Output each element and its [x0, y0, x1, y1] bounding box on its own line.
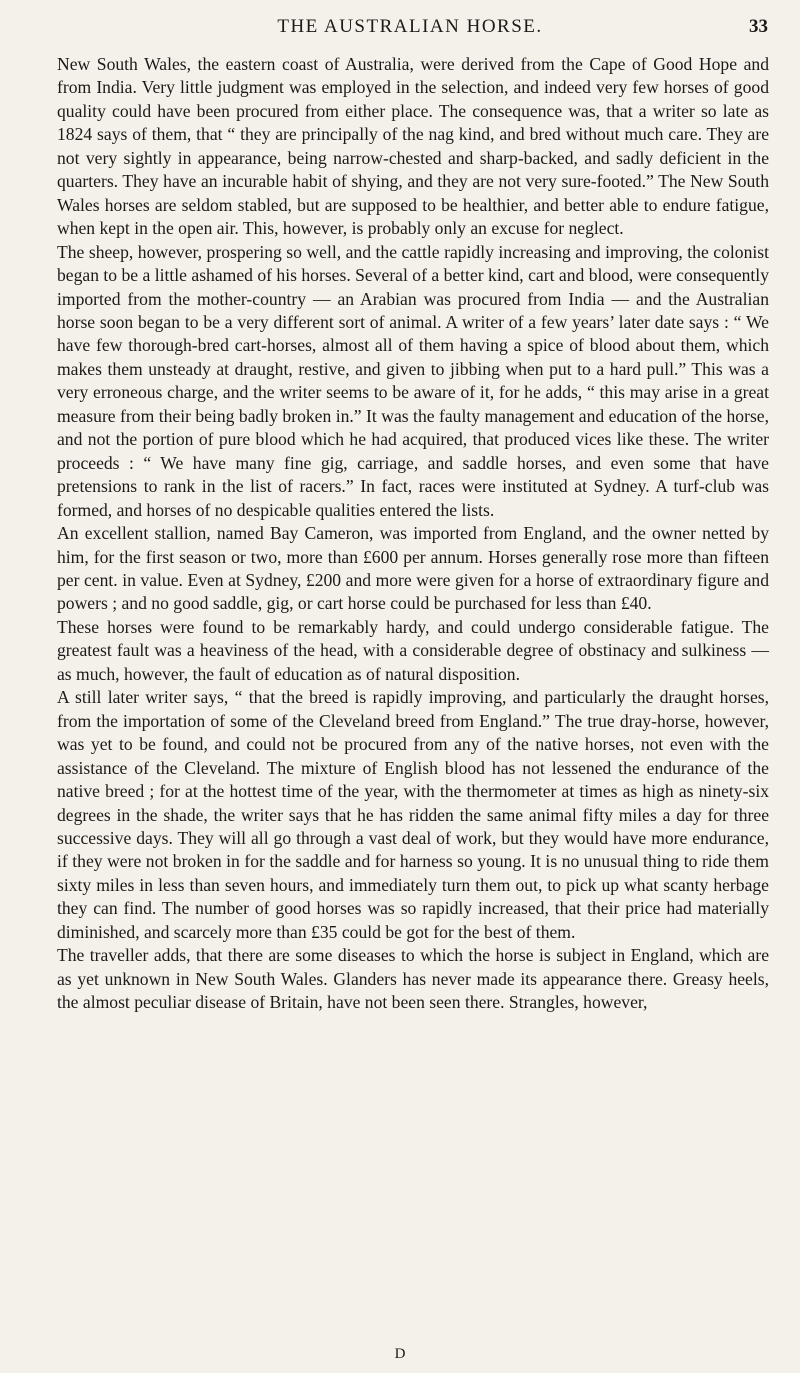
- page-number: 33: [749, 16, 768, 37]
- paragraph: The traveller adds, that there are some diseases to which the horse is subject in England, which are as yet unknown in New South Wales. Glanders has never made its appearance there. Greasy heels, the almost peculiar disease of Britain, have not been seen there. Strangles, however,: [57, 945, 769, 1013]
- signature-mark: D: [394, 1346, 406, 1362]
- paragraph: The sheep, however, prospering so well, and the cattle rapidly increasing and improving, the colonist began to be a little ashamed of his horses. Several of a better kind, cart and blood, were consequently imported from the mother-country — an Arabian was procured from India — and the Australian horse soon began to be a very different sort of animal. A writer of a few years’ later date says : “ We have few thorough-bred cart-horses, almost all of them having a spice of blood about them, which makes them unsteady at draught, restive, and given to jibbing when put to a hard pull.” This was a very erroneous charge, and the writer seems to be aware of it, for he adds, “ this may arise in a great measure from their being badly broken in.” It was the faulty management and education of the horse, and not the portion of pure blood which he had acquired, that produced vices like these. The writer proceeds : “ We have many fine gig, carriage, and saddle horses, and even some that have pretensions to rank in the list of racers.” In fact, races were instituted at Sydney. A turf-club was formed, and horses of no despicable qualities entered the lists.: [57, 241, 769, 520]
- paragraph: New South Wales, the eastern coast of Australia, were derived from the Cape of Good Hope and from India. Very little judgment was employed in the selection, and indeed very few horses of good quality could have been procured from either place. The consequence was, that a writer so late as 1824 says of them, that “ they are principally of the nag kind, and bred without much care. They are not very sightly in appearance, being narrow-chested and sharp-backed, and sadly deficient in the quarters. They have an incurable habit of shying, and they are not very sure-footed.” The New South Wales horses are seldom stabled, but are supposed to be healthier, and better able to endure fatigue, when kept in the open air. This, however, is probably only an excuse for neglect.: [57, 54, 769, 239]
- paragraph: These horses were found to be remarkably hardy, and could undergo considerable fatigue. The greatest fault was a heaviness of the head, with a considerable degree of obstinacy and sulkiness — as much, however, the fault of education as of natural disposition.: [57, 616, 769, 684]
- paragraph: A still later writer says, “ that the breed is rapidly improving, and particularly the draught horses, from the importation of some of the Cleveland breed from England.” The true dray-horse, however, was yet to be found, and could not be procured from any of the native horses, not even with the assistance of the Cleveland. The mixture of English blood has not lessened the endurance of the native breed ; for at the hottest time of the year, with the thermometer at times as high as ninety-six degrees in the shade, the writer says that he has ridden the same animal fifty miles a day for three successive days. They will all go through a vast deal of work, but they would have more endurance, if they were not broken in for the saddle and for harness so young. It is no unusual thing to ride them sixty miles in less than seven hours, and immediately turn them out, to pick up what scanty herbage they can find. The number of good horses was so rapidly increased, that their price had materially diminished, and scarcely more than £35 could be got for the best of them.: [57, 687, 769, 942]
- running-title: THE AUSTRALIAN HORSE.: [277, 16, 543, 37]
- paragraph: An excellent stallion, named Bay Cameron, was imported from England, and the owner netted by him, for the first season or two, more than £600 per annum. Horses generally rose more than fifteen per cent. in value. Even at Sydney, £200 and more were given for a horse of extraordinary figure and powers ; and no good saddle, gig, or cart horse could be purchased for less than £40.: [57, 523, 769, 614]
- body-text: [57, 53, 769, 1015]
- running-head: [60, 14, 768, 42]
